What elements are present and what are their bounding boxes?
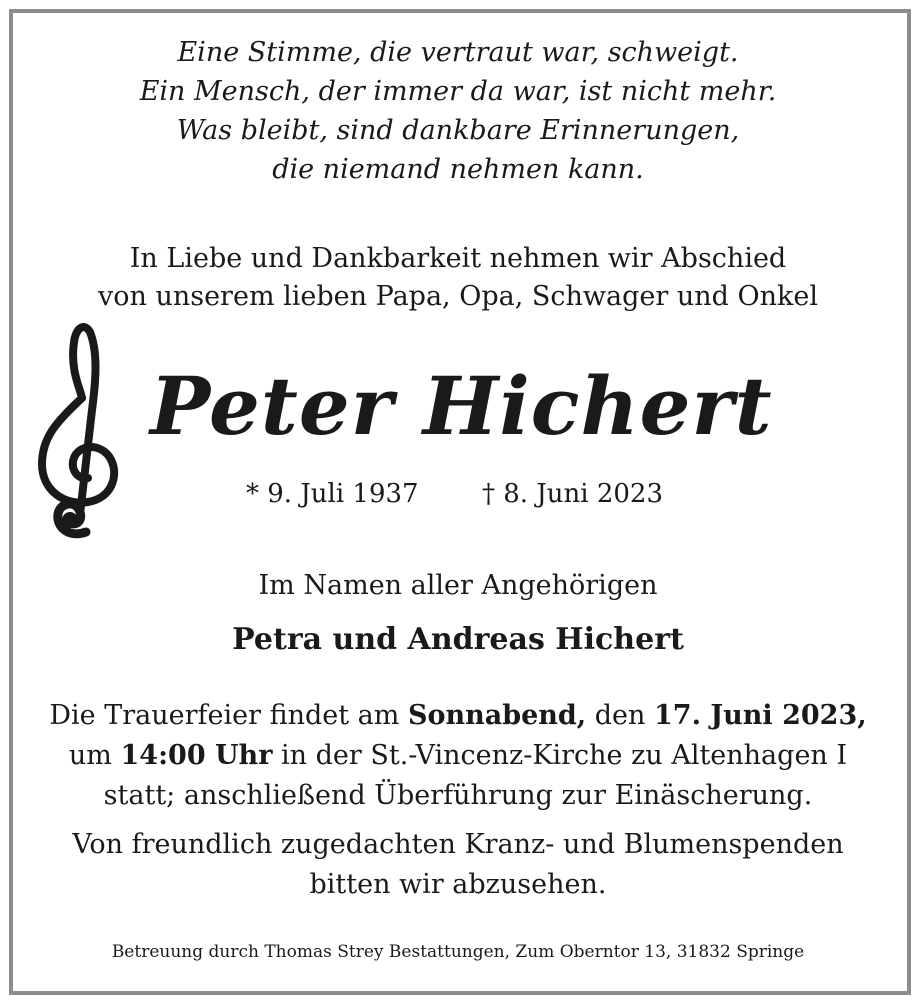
service-location: in der St.-Vincenz-Kirche zu Altenhagen I <box>272 740 848 771</box>
flower-line: bitten wir abzusehen. <box>309 869 607 900</box>
treble-clef-icon <box>36 318 122 540</box>
motto-line: Was bleibt, sind dankbare Erinnerungen, <box>176 115 740 146</box>
motto-poem <box>0 33 916 189</box>
intro-line: In Liebe und Dankbarkeit nehmen wir Abschied <box>129 243 787 274</box>
deceased-name: Peter Hichert <box>150 359 773 453</box>
service-time: 14:00 Uhr <box>120 740 273 771</box>
birth-date: * 9. Juli 1937 <box>246 479 419 509</box>
service-line <box>0 736 916 776</box>
motto-line: Eine Stimme, die vertraut war, schweigt. <box>177 37 739 68</box>
service-day: Sonnabend, <box>407 700 587 731</box>
service-text: den <box>586 700 655 731</box>
intro-line: von unserem lieben Papa, Opa, Schwager und Onkel <box>97 281 819 312</box>
flower-line: Von freundlich zugedachten Kranz- und Blumenspenden <box>72 829 844 860</box>
service-line <box>0 696 916 736</box>
motto-line: Ein Mensch, der immer da war, ist nicht mehr. <box>139 76 777 107</box>
farewell-intro <box>0 240 916 316</box>
family-names: Petra und Andreas Hichert <box>232 622 684 657</box>
service-line: statt; anschließend Überführung zur Einäscherung. <box>103 780 813 811</box>
death-date: † 8. Juni 2023 <box>482 479 663 509</box>
flower-request <box>0 825 916 905</box>
undertaker-info: Betreuung durch Thomas Strey Bestattungen, Zum Oberntor 13, 31832 Springe <box>111 942 805 962</box>
service-date: 17. Juni 2023, <box>654 700 867 731</box>
motto-line: die niemand nehmen kann. <box>272 154 644 185</box>
family-intro: Im Namen aller Angehörigen <box>258 570 658 601</box>
service-text: um <box>68 740 121 771</box>
service-text: Die Trauerfeier findet am <box>49 700 408 731</box>
funeral-service-info <box>0 696 916 816</box>
